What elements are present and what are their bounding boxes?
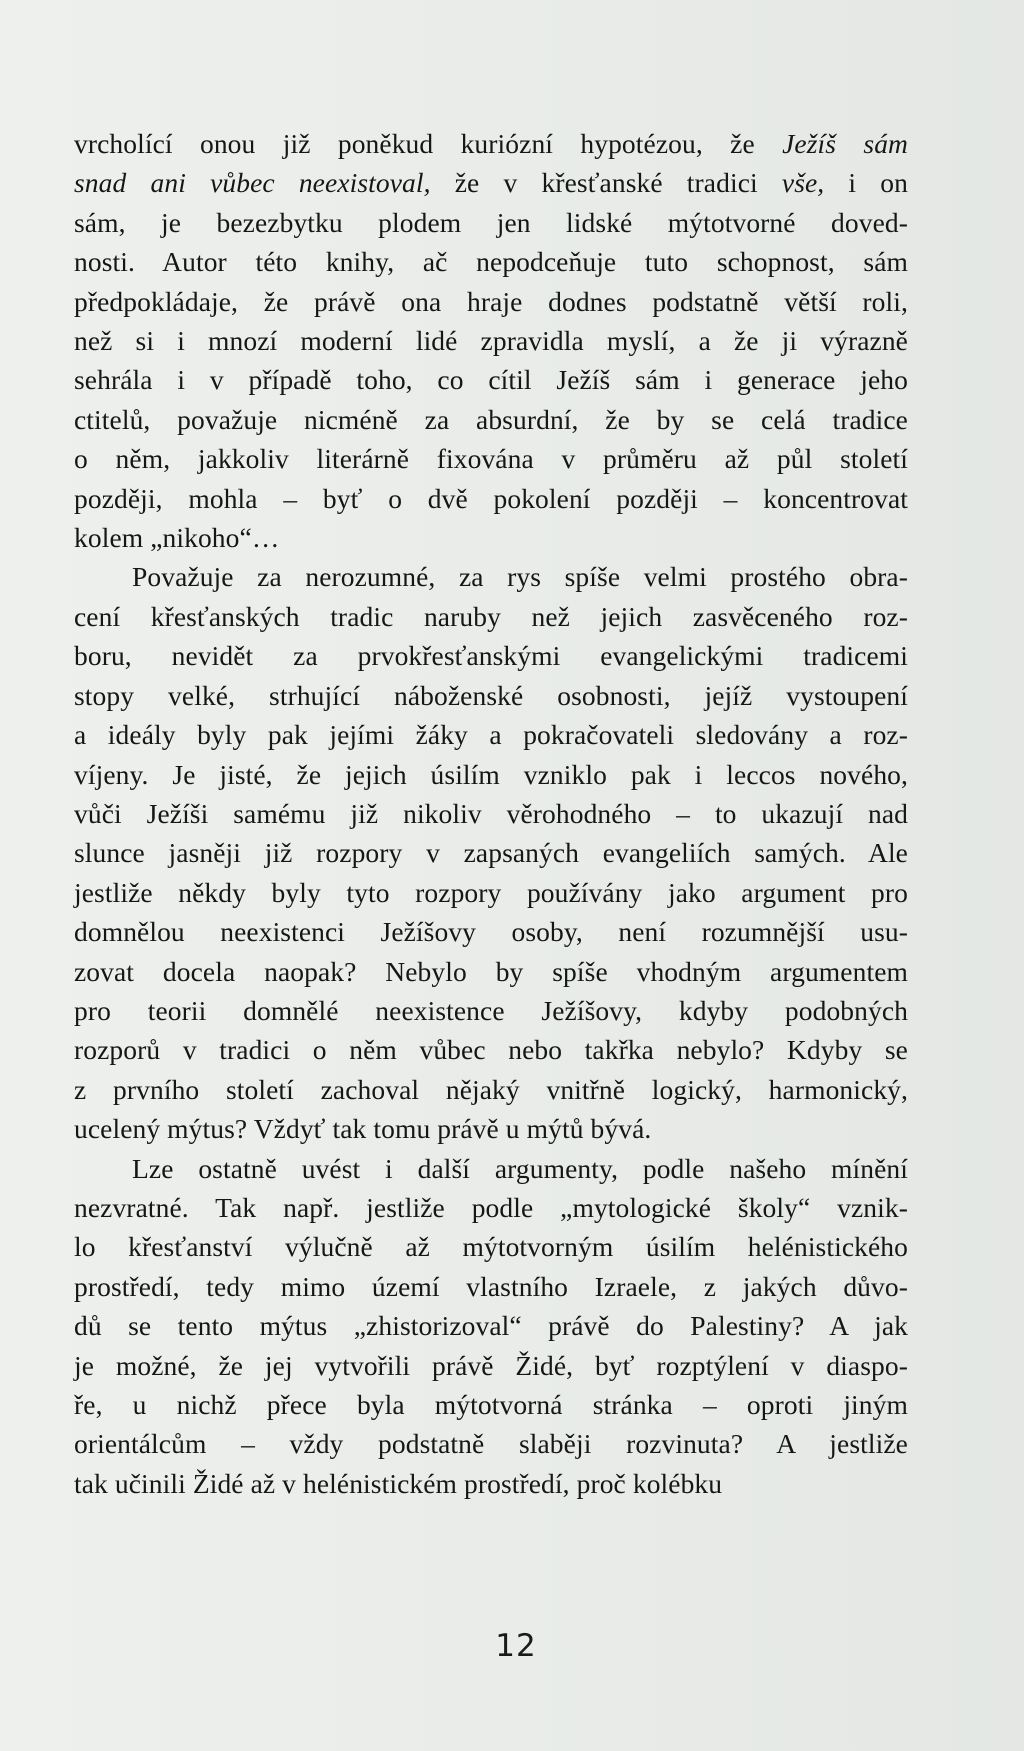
text-segment: že v křesťanské tradici — [430, 167, 782, 199]
text-segment: zovat docela naopak? Nebylo by spíše vhodným argumentem — [74, 955, 908, 987]
text-segment: i on — [824, 167, 908, 199]
text-segment: kolem „nikoho“… — [74, 522, 280, 554]
text-segment: lo křesťanství výlučně až mýtotvorným úsilím helénistického — [74, 1231, 908, 1263]
text-line — [74, 360, 908, 399]
text-segment: prostředí, tedy mimo území vlastního Izraele, z jakých důvo- — [74, 1270, 908, 1302]
text-segment: stopy velké, strhující náboženské osobnosti, jejíž vystoupení — [74, 679, 908, 711]
italic-segment: vše, — [781, 167, 825, 199]
paragraph — [74, 124, 908, 557]
text-line — [74, 518, 908, 557]
text-line — [74, 1267, 908, 1306]
text-segment: než si i mnozí moderní lidé zpravidla myslí, a že ji výrazně — [74, 325, 908, 357]
text-line — [74, 1109, 908, 1148]
text-line — [74, 873, 908, 912]
text-line — [74, 1306, 908, 1345]
text-line — [74, 1188, 908, 1227]
text-segment: předpokládaje, že právě ona hraje dodnes podstatně větší roli, — [74, 285, 908, 317]
text-line — [74, 242, 908, 281]
text-segment: o něm, jakkoliv literárně fixována v průměru až půl století — [74, 443, 908, 475]
page-number — [0, 1628, 1024, 1664]
text-segment: domnělou neexistenci Ježíšovy osoby, není rozumnější usu- — [74, 916, 908, 948]
text-segment: z prvního století zachoval nějaký vnitřně logický, harmonický, — [74, 1073, 908, 1105]
text-line — [74, 1385, 908, 1424]
text-segment: boru, nevidět za prvokřesťanskými evangelickými tradicemi — [74, 640, 908, 672]
italic-segment: Ježíš sám — [782, 128, 908, 159]
text-segment: slunce jasněji již rozpory v zapsaných evangeliích samých. Ale — [74, 837, 908, 869]
text-segment: jestliže někdy byly tyto rozpory používány jako argument pro — [74, 876, 908, 908]
text-line — [74, 912, 908, 951]
text-segment: Považuje za nerozumné, za rys spíše velmi prostého obra- — [132, 561, 908, 593]
paragraph — [74, 557, 908, 1148]
paragraph — [74, 1149, 908, 1504]
text-segment: je možné, že jej vytvořili právě Židé, byť rozptýlení v diaspo- — [74, 1349, 908, 1381]
text-line — [74, 1030, 908, 1069]
text-line — [74, 1346, 908, 1385]
text-segment: ře, u nichž přece byla mýtotvorná stránka – oproti jiným — [74, 1389, 908, 1420]
text-line — [74, 1070, 908, 1109]
body-text — [74, 124, 908, 1503]
text-segment: ctitelů, považuje nicméně za absurdní, že by se celá tradice — [74, 403, 908, 435]
text-segment: sám, je bezezbytku plodem jen lidské mýtotvorné doved- — [74, 206, 908, 238]
text-line — [74, 557, 908, 596]
text-segment: později, mohla – byť o dvě pokolení později – koncentrovat — [74, 482, 908, 514]
text-segment: a ideály byly pak jejími žáky a pokračovateli sledovány a roz- — [74, 719, 908, 751]
text-line — [74, 163, 908, 202]
text-line — [74, 833, 908, 872]
text-segment: nosti. Autor této knihy, ač nepodceňuje tuto schopnost, sám — [74, 246, 908, 278]
text-segment: víjeny. Je jisté, že jejich úsilím vzniklo pak i leccos nového, — [74, 758, 908, 790]
text-line — [74, 1227, 908, 1266]
text-line — [74, 676, 908, 715]
text-line — [74, 991, 908, 1030]
text-line — [74, 597, 908, 636]
text-segment: nezvratné. Tak např. jestliže podle „mytologické školy“ vznik- — [74, 1191, 908, 1223]
text-line — [74, 1424, 908, 1463]
text-line — [74, 479, 908, 518]
text-segment: dů se tento mýtus „zhistorizoval“ právě do Palestiny? A jak — [74, 1310, 908, 1342]
text-segment: ucelený mýtus? Vždyť tak tomu právě u mýtů bývá. — [74, 1113, 652, 1145]
text-segment: vůči Ježíši samému již nikoliv věrohodného – to ukazují nad — [74, 797, 908, 829]
text-line — [74, 755, 908, 794]
text-line — [74, 1149, 908, 1188]
text-segment: vrcholící onou již poněkud kuriózní hypotézou, že — [74, 128, 783, 159]
text-segment: Lze ostatně uvést i další argumenty, podle našeho mínění — [132, 1152, 908, 1184]
text-segment: sehrála i v případě toho, co cítil Ježíš sám i generace jeho — [74, 364, 908, 396]
italic-segment: snad ani vůbec neexistoval, — [74, 167, 431, 199]
text-segment: rozporů v tradici o něm vůbec nebo takřka nebylo? Kdyby se — [74, 1034, 908, 1066]
text-line — [74, 203, 908, 242]
text-line — [74, 952, 908, 991]
text-line — [74, 1464, 908, 1503]
text-segment: tak učinili Židé až v helénistickém prostředí, proč kolébku — [74, 1467, 723, 1499]
text-line — [74, 439, 908, 478]
text-segment: cení křesťanských tradic naruby než jejich zasvěceného roz- — [74, 600, 908, 632]
text-line — [74, 282, 908, 321]
text-line — [74, 124, 908, 163]
text-segment: orientálcům – vždy podstatně slaběji rozvinuta? A jestliže — [74, 1428, 908, 1460]
text-line — [74, 400, 908, 439]
text-line — [74, 794, 908, 833]
text-line — [74, 636, 908, 675]
page-number-label: 12 — [495, 1628, 537, 1664]
text-line — [74, 715, 908, 754]
text-line — [74, 321, 908, 360]
text-segment: pro teorii domnělé neexistence Ježíšovy, kdyby podobných — [74, 994, 908, 1026]
